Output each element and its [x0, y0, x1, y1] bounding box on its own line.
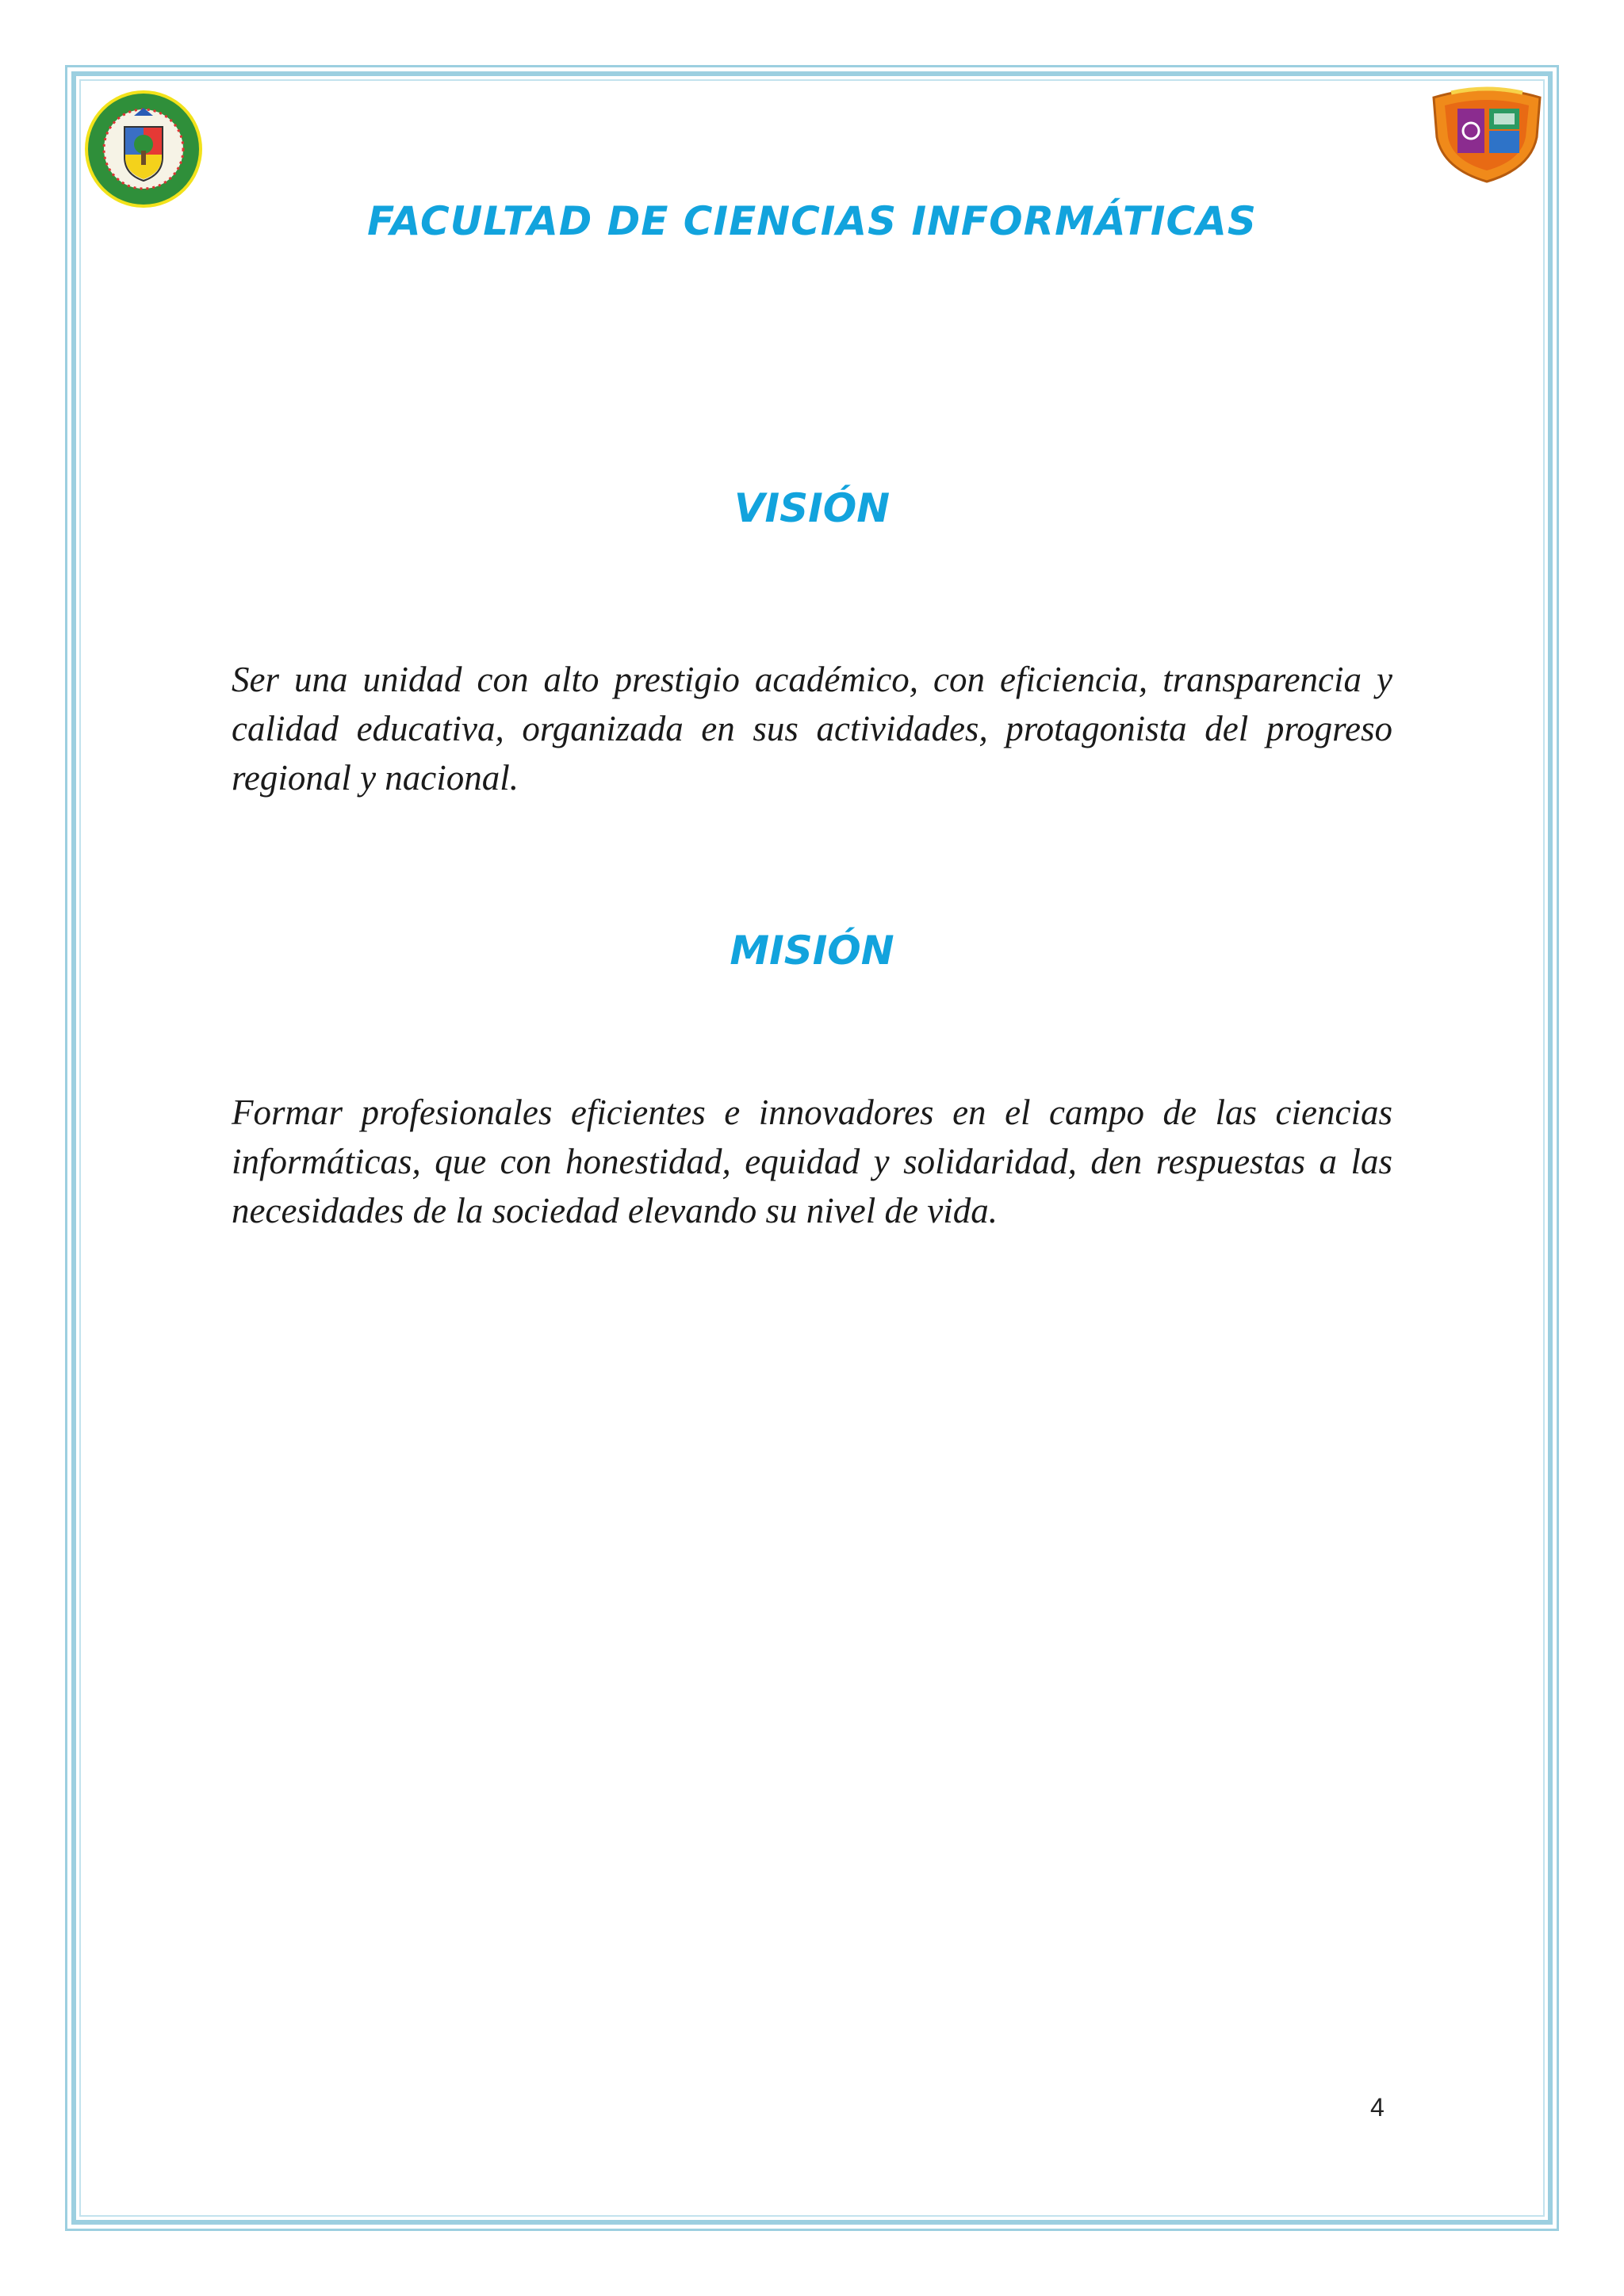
- vision-text: Ser una unidad con alto prestigio académico, con eficiencia, transparencia y calidad educativa, organizada en sus actividades, protagonista del progreso regional y nacional.: [232, 660, 1392, 798]
- mission-text: Formar profesionales eficientes e innovadores en el campo de las ciencias informáticas, que con honestidad, equidad y solidaridad, den respuestas a las necesidades de la sociedad elevando su nivel de vida.: [232, 1093, 1392, 1230]
- vision-heading: VISIÓN: [733, 485, 891, 531]
- faculty-shield-logo: [1427, 82, 1546, 185]
- page-number: 4: [1370, 2093, 1385, 2122]
- faculty-title: FACULTAD DE CIENCIAS INFORMÁTICAS: [367, 198, 1257, 244]
- university-seal-logo: [83, 89, 204, 209]
- mission-heading: MISIÓN: [730, 928, 894, 974]
